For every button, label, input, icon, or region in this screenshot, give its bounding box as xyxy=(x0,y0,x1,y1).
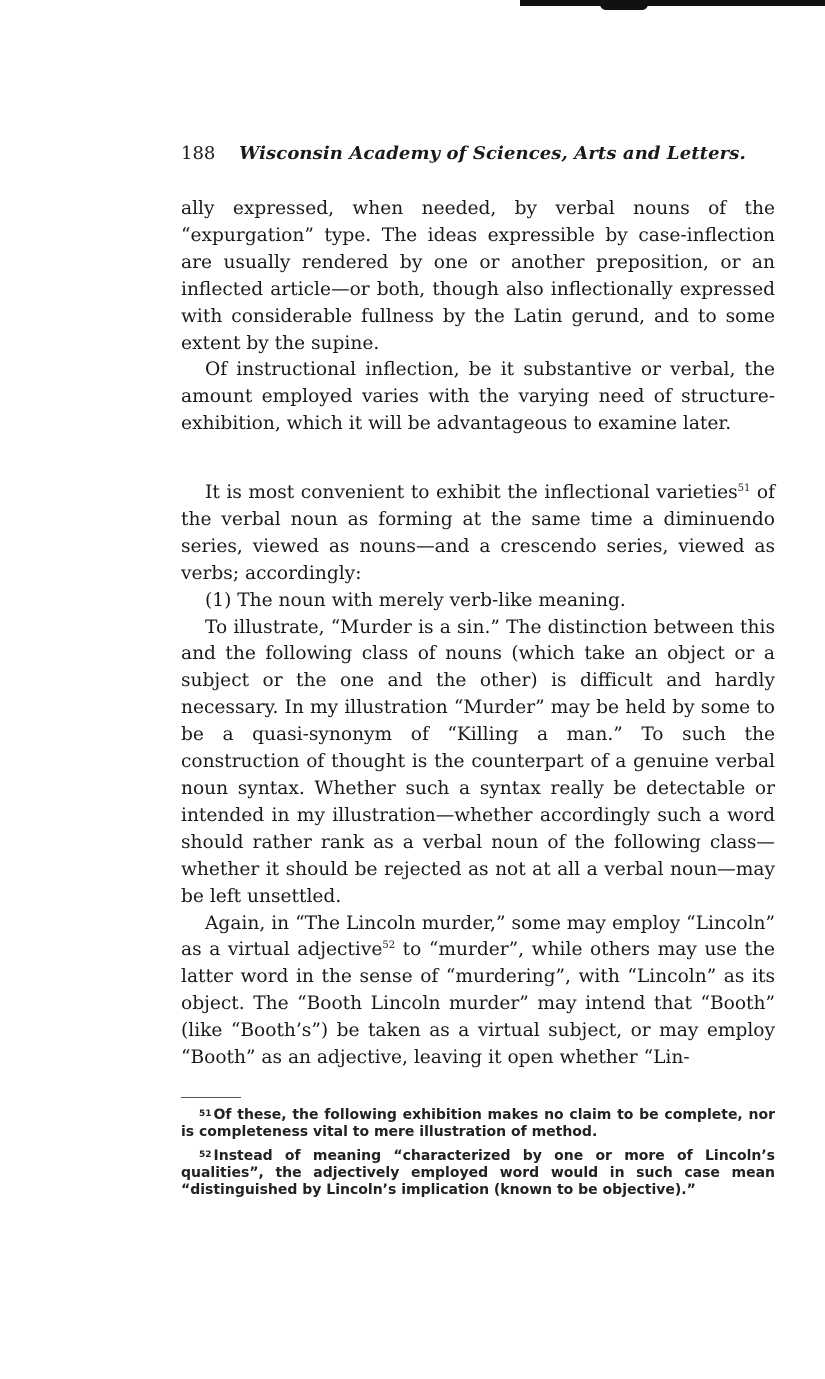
footnote-52 xyxy=(181,1147,775,1199)
paragraph-continuation: ally expressed, when needed, by verbal nouns of the “expurgation” type. The ideas expressible by case-inflection are usually rendered by one or another preposition, or an inflected article—or both, though also inflectionally expressed with considerable fullness by the Latin gerund, and to some extent by the supine. xyxy=(181,198,775,354)
footnote-divider xyxy=(181,1097,241,1098)
paragraph-lincoln-murder xyxy=(181,911,775,1072)
footnote-51 xyxy=(181,1106,775,1141)
paragraph-inflectional-varieties xyxy=(181,480,775,588)
footnote-text: Of these, the following exhibition makes no claim to be complete, nor is completeness vital to mere illustration of method. xyxy=(181,1107,775,1140)
scan-edge-mark xyxy=(520,0,825,6)
text-block-upper xyxy=(181,196,775,438)
footnotes xyxy=(181,1106,775,1205)
paragraph-instructional-inflection: Of instructional inflection, be it substantive or verbal, the amount employed varies with the varying need of structure-exhibition, which it will be advantageous to examine later. xyxy=(181,359,775,435)
text-run: to “murder”, while others may use the latter word in the sense of “murdering”, with “Lincoln” as its object. The “Booth Lincoln murder” may intend that “Booth” (like “Booth’s”) be taken as a virtual subject, or may employ “Booth” as an adjective, leaving it open whether “Lin- xyxy=(181,939,775,1069)
scan-edge-notch xyxy=(600,0,648,10)
footnote-text: Instead of meaning “characterized by one or more of Lincoln’s qualities”, the adjectively employed word would in such case mean “distinguished by Lincoln’s implication (known to be objective).” xyxy=(181,1148,775,1198)
text-block-lower xyxy=(181,480,775,1072)
paragraph-class-heading: (1) The noun with merely verb-like meaning. xyxy=(205,589,626,611)
paragraph-illustration: To illustrate, “Murder is a sin.” The distinction between this and the following class of nouns (which take an object or a subject or the one and the other) is difficult and hardly necessary. In my illustration “Murder” may be held by some to be a quasi-synonym of “Killing a man.” To such the construction of thought is the counterpart of a genuine verbal noun syntax. Whether such a syntax really be detectable or intended in my illustration—whether accordingly such a word should rather rank as a verbal noun of the following class—whether it should be rejected as not at all a verbal noun—may be left unsettled. xyxy=(181,616,775,907)
running-header xyxy=(181,143,746,164)
footnote-ref-51: 51 xyxy=(737,483,751,494)
footnote-mark: 52 xyxy=(199,1150,212,1160)
page-number: 188 xyxy=(181,143,216,164)
text-run: It is most convenient to exhibit the inflectional varieties xyxy=(205,482,738,503)
text-run: Again, in “The Lincoln murder,” some may employ “Lincoln” as a virtual adjective xyxy=(181,912,775,961)
text-run: of the verbal noun as forming at the same time a diminuendo series, viewed as nouns—and a crescendo series, viewed as verbs; accordingly: xyxy=(181,482,775,584)
running-title: Wisconsin Academy of Sciences, Arts and Letters. xyxy=(239,143,746,164)
footnote-ref-52: 52 xyxy=(382,940,396,952)
footnote-mark: 51 xyxy=(199,1109,212,1119)
